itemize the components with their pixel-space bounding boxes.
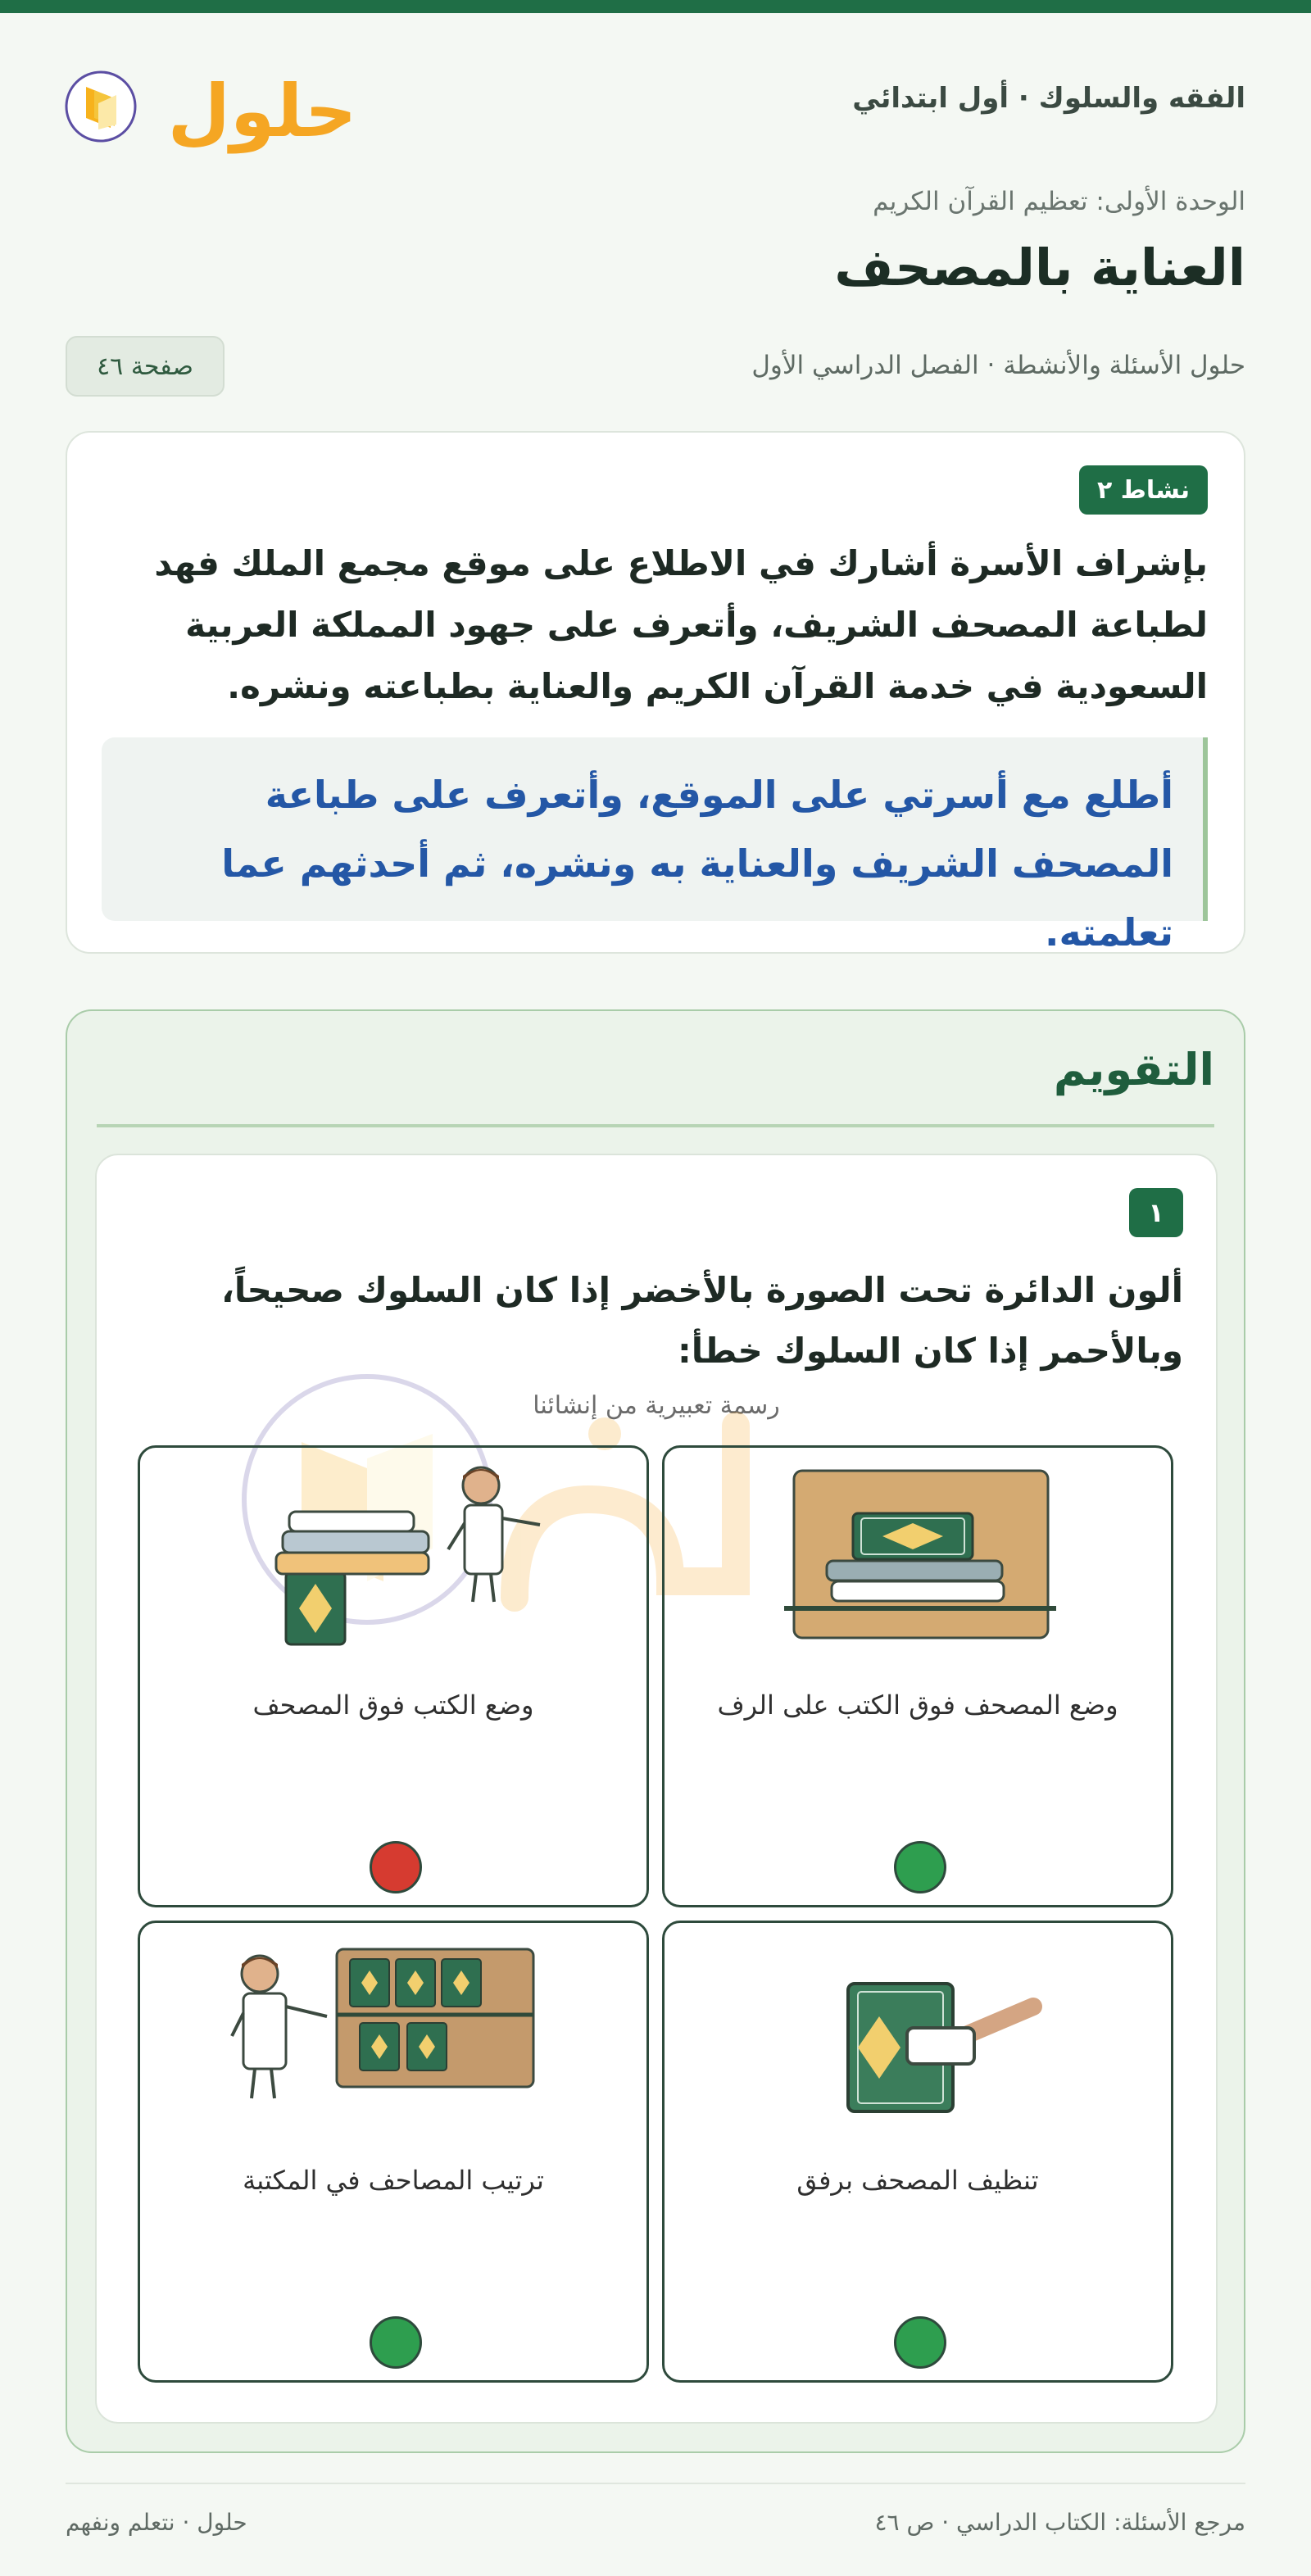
item-caption: وضع المصحف فوق الكتب على الرف (717, 1689, 1118, 1721)
answer-circle-green[interactable] (894, 1841, 946, 1893)
question-card (95, 1154, 1218, 2424)
behavior-item-3 (662, 1921, 1173, 2383)
evaluation-divider (97, 1124, 1214, 1127)
answer-circle-green[interactable] (370, 2316, 422, 2369)
behavior-item-2 (138, 1445, 649, 1907)
quran-on-shelf-icon (756, 1463, 1084, 1667)
subject-title: الفقه والسلوك · أول ابتدائي (852, 82, 1245, 115)
evaluation-section (66, 1009, 1245, 2453)
question-number: ١ (1129, 1188, 1183, 1237)
activity-answer: أطلع مع أسرتي على الموقع، وأتعرف على طباعة المصحف الشريف والعناية به ونشره، ثم أحدثهم عما تعلمته. (102, 737, 1208, 921)
site-logo[interactable] (66, 54, 357, 153)
activity-prompt: بإشراف الأسرة أشارك في الاطلاع على موقع مجمع الملك فهد لطباعة المصحف الشريف، وأتعرف على جهود المملكة العربية السعودية في خدمة القرآن الكريم والعناية بطباعته ونشره. (154, 543, 1208, 706)
item-caption: ترتيب المصاحف في المكتبة (243, 2165, 544, 2196)
page-number-badge: صفحة ٤٦ (66, 336, 225, 397)
question-text: ألون الدائرة تحت الصورة بالأخضر إذا كان السلوك صحيحاً، وبالأحمر إذا كان السلوك خطأ: (220, 1270, 1183, 1371)
item-caption: وضع الكتب فوق المصحف (252, 1689, 534, 1721)
illustration-note: رسمة تعبيرية من إنشائنا (533, 1391, 780, 1420)
activity-card (66, 431, 1245, 954)
book-diamond-icon (66, 54, 357, 153)
footer-divider (66, 2483, 1245, 2484)
top-accent-bar (0, 0, 1311, 13)
answer-circle-green[interactable] (894, 2316, 946, 2369)
page-title: العناية بالمصحف (834, 238, 1245, 297)
behavior-item-1 (662, 1445, 1173, 1907)
footer-source: مرجع الأسئلة: الكتاب الدراسي · ص ٤٦ (874, 2509, 1245, 2536)
arranging-quran-icon (232, 1938, 560, 2143)
logo-text: حلول (167, 69, 357, 153)
item-caption: تنظيف المصحف برفق (796, 2165, 1039, 2196)
behavior-item-4 (138, 1921, 649, 2383)
page-header (66, 54, 1245, 152)
cleaning-quran-icon (756, 1938, 1084, 2143)
answer-circle-red[interactable] (370, 1841, 422, 1893)
unit-label: الوحدة الأولى: تعظيم القرآن الكريم (873, 187, 1245, 216)
evaluation-title: التقويم (1053, 1044, 1214, 1095)
lesson-meta: حلول الأسئلة والأنشطة · الفصل الدراسي الأول (751, 351, 1245, 380)
books-over-quran-icon (232, 1463, 560, 1667)
activity-tag: نشاط ٢ (1079, 465, 1208, 515)
footer-brand[interactable]: حلول · نتعلم ونفهم (66, 2509, 247, 2536)
